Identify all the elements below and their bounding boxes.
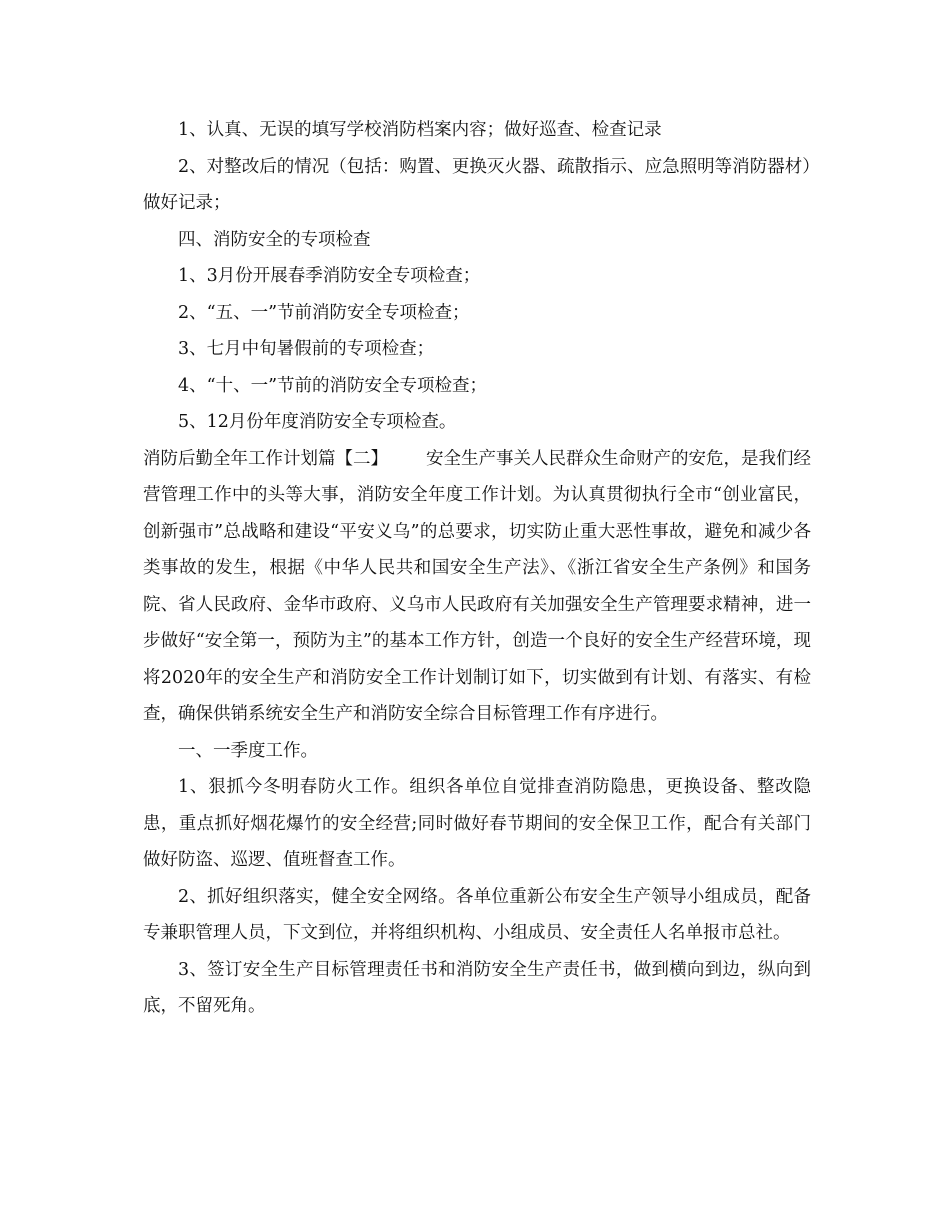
paragraph: 2、抓好组织落实，健全安全网络。各单位重新公布安全生产领导小组成员，配备专兼职管理人员，下文到位，并将组织机构、小组成员、安全责任人名单报市总社。 bbox=[143, 886, 811, 943]
section-paragraph bbox=[143, 441, 811, 733]
paragraph: 5、12月份年度消防安全专项检查。 bbox=[178, 412, 457, 432]
paragraph: 1、狠抓今冬明春防火工作。组织各单位自觉排查消防隐患，更换设备、整改隐患，重点抓好烟花爆竹的安全经营;同时做好春节期间的安全保卫工作，配合有关部门做好防盗、巡逻、值班督查工作。 bbox=[143, 777, 811, 870]
paragraph: 四、消防安全的专项检查 bbox=[178, 229, 371, 250]
paragraph: 3、签订安全生产目标管理责任书和消防安全生产责任书，做到横向到边，纵向到底，不留死角。 bbox=[143, 959, 811, 1016]
section-title: 消防后勤全年工作计划篇【二】 bbox=[143, 448, 388, 469]
paragraph: 一、一季度工作。 bbox=[178, 740, 318, 761]
paragraph: 1、3月份开展春季消防安全专项检查； bbox=[178, 266, 481, 286]
section-intro: 安全生产事关人民群众生命财产的安危，是我们经营管理工作中的头等大事，消防安全年度工作计划。为认真贯彻执行全市“创业富民，创新强市”总战略和建设“平安义乌”的总要求，切实防止重大恶性事故，避免和减少各类事故的发生，根据《中华人民共和国安全生产法》、《浙江省安全生产条例》和国务院、省人民政府、金华市政府、义乌市人民政府有关加强安全生产管理要求精神，进一步做好“安全第一，预防为主”的基本工作方针，创造一个良好的安全生产经营环境，现将2020年的安全生产和消防安全工作计划制订如下，切实做到有计划、有落实、有检查，确保供销系统安全生产和消防安全综合目标管理工作有序进行。 bbox=[143, 448, 811, 724]
document-body bbox=[143, 112, 811, 1025]
paragraph: 1、认真、无误的填写学校消防档案内容；做好巡查、检查记录 bbox=[178, 120, 662, 140]
paragraph: 4、“十、一”节前的消防安全专项检查； bbox=[178, 375, 488, 396]
paragraph: 3、七月中旬暑假前的专项检查； bbox=[178, 339, 435, 359]
paragraph: 2、“五、一”节前消防安全专项检查； bbox=[178, 302, 470, 323]
paragraph: 2、对整改后的情况（包括：购置、更换灭火器、疏散指示、应急照明等消防器材）做好记录； bbox=[143, 156, 811, 213]
